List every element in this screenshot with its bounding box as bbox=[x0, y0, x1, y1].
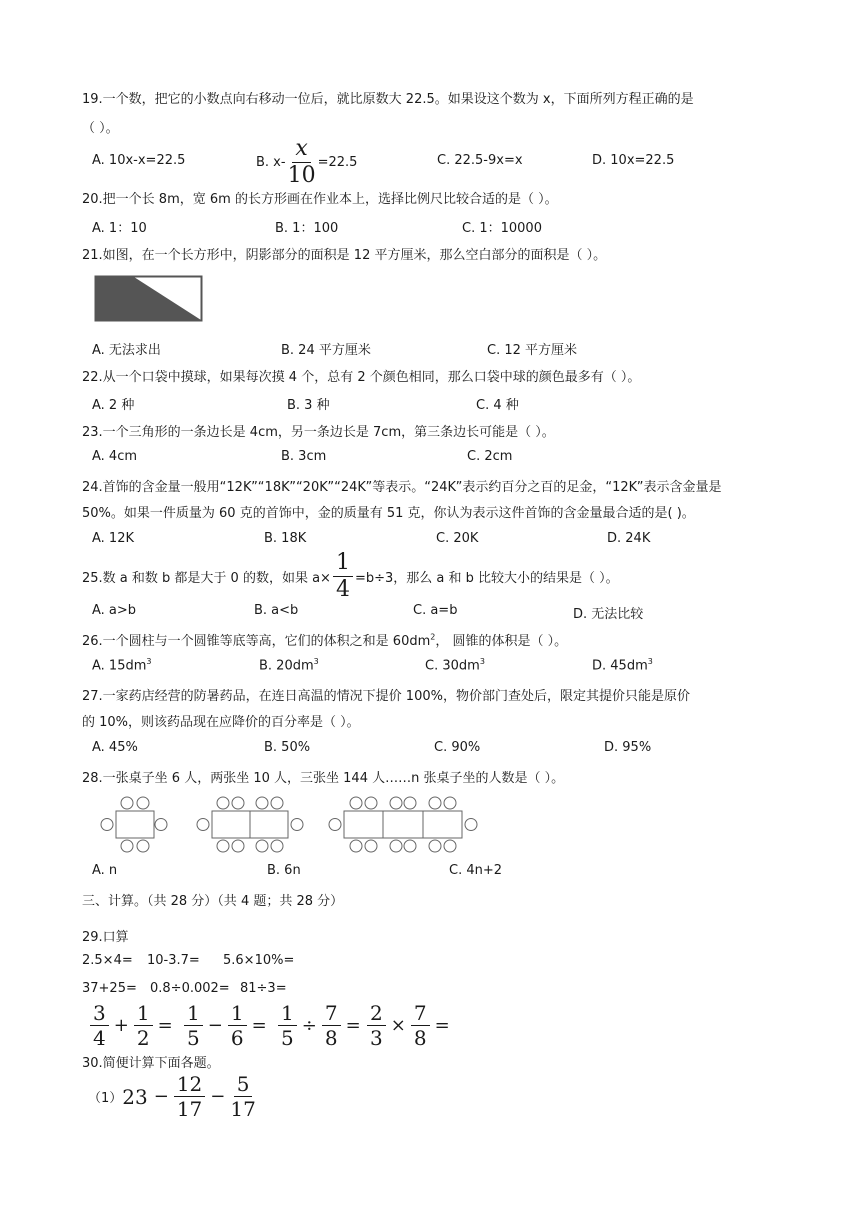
fraction-denominator: 8 bbox=[324, 1026, 338, 1050]
q26-option-b-text: B. 20dm bbox=[259, 658, 314, 674]
q26-option-d-text: D. 45dm bbox=[592, 658, 648, 674]
q24-option-d[interactable]: D. 24K bbox=[607, 531, 651, 546]
q22-option-b[interactable]: B. 3 种 bbox=[287, 398, 330, 413]
q30-whole-number: 23 bbox=[122, 1084, 148, 1109]
fraction-numerator: 1 bbox=[278, 1003, 297, 1026]
minus-operator: − bbox=[210, 1086, 226, 1107]
q26-option-d-sup: 3 bbox=[647, 657, 653, 666]
fraction-numerator: 1 bbox=[333, 552, 353, 577]
q19-option-d[interactable]: D. 10x=22.5 bbox=[592, 153, 675, 168]
fraction bbox=[278, 1003, 297, 1048]
q29-item-4: 37+25= bbox=[82, 981, 137, 996]
q26-stem-post: ， 圆锥的体积是（ ）。 bbox=[435, 634, 568, 649]
q28-three-tables-figure bbox=[328, 795, 478, 853]
q22-option-a[interactable]: A. 2 种 bbox=[92, 398, 135, 413]
q28-option-b[interactable]: B. 6n bbox=[267, 863, 301, 878]
multiply-operator: × bbox=[390, 1015, 406, 1036]
q27-stem: 27.一家药店经营的防暑药品，在连日高温的情况下提价 100%，物价部门查处后，限定其提价只能是原价 bbox=[82, 689, 690, 704]
q30-part-1-label: （1） bbox=[88, 1091, 123, 1106]
q25-option-a[interactable]: A. a>b bbox=[92, 603, 137, 618]
plus-operator: + bbox=[113, 1015, 129, 1036]
q25-option-b[interactable]: B. a<b bbox=[254, 603, 299, 618]
equals-sign: = bbox=[251, 1015, 267, 1036]
fraction-numerator: 12 bbox=[174, 1074, 205, 1097]
equals-sign: = bbox=[345, 1015, 361, 1036]
q26-option-c-sup: 3 bbox=[479, 657, 485, 666]
q29-fraction-expr-4 bbox=[365, 1003, 453, 1048]
q26-stem-text: 26.一个圆柱与一个圆锥等底等高，它们的体积之和是 60dm bbox=[82, 634, 431, 649]
q28-one-table-figure bbox=[98, 795, 170, 853]
q22-stem: 22.从一个口袋中摸球，如果每次摸 4 个，总有 2 个颜色相同，那么口袋中球的颜色最多有（ ）。 bbox=[82, 370, 641, 385]
fraction-denominator: 6 bbox=[230, 1026, 244, 1050]
equals-sign: = bbox=[434, 1015, 450, 1036]
fraction-numerator: 5 bbox=[234, 1074, 253, 1097]
q26-option-a[interactable] bbox=[92, 657, 151, 673]
q24-option-b[interactable]: B. 18K bbox=[264, 531, 307, 546]
fraction-denominator: 2 bbox=[136, 1026, 150, 1050]
fraction-denominator: 3 bbox=[370, 1026, 383, 1050]
q29-item-1: 2.5×4= bbox=[82, 953, 133, 968]
q28-stem: 28.一张桌子坐 6 人，两张坐 10 人，三张坐 144 人……n 张桌子坐的人数是（ ）。 bbox=[82, 771, 565, 786]
section-3-heading: 三、计算。（共 28 分）（共 4 题；共 28 分） bbox=[82, 894, 344, 909]
minus-operator: − bbox=[153, 1086, 169, 1107]
q20-option-c[interactable]: C. 1：10000 bbox=[462, 221, 542, 236]
q29-fraction-expr-1 bbox=[88, 1003, 176, 1048]
fraction bbox=[228, 1003, 247, 1048]
fraction-denominator: 4 bbox=[335, 577, 350, 602]
q24-option-a[interactable]: A. 12K bbox=[92, 531, 134, 546]
q19-stem: 19.一个数，把它的小数点向右移动一位后，就比原数大 22.5。如果设这个数为 x，下面所列方程正确的是 bbox=[82, 92, 694, 107]
fraction bbox=[322, 1003, 341, 1048]
q19-option-b-fraction bbox=[288, 138, 316, 187]
fraction-denominator: 17 bbox=[230, 1097, 256, 1121]
q30-part-1 bbox=[88, 1074, 258, 1119]
q26-option-c[interactable] bbox=[425, 657, 485, 673]
fraction-denominator: 5 bbox=[187, 1026, 200, 1050]
q29-item-5: 0.8÷0.002= bbox=[150, 981, 230, 996]
fraction-numerator: 7 bbox=[411, 1003, 430, 1026]
fraction-numerator: 7 bbox=[322, 1003, 341, 1026]
fraction bbox=[174, 1074, 205, 1119]
fraction-denominator: 4 bbox=[93, 1026, 106, 1050]
q24-stem: 24.首饰的含金量一般用“12K”“18K”“20K”“24K”等表示。“24K”表示约百分之百的足金，“12K”表示含金量是 bbox=[82, 480, 722, 495]
q25-fraction bbox=[333, 552, 353, 601]
fraction bbox=[230, 1074, 255, 1119]
minus-operator: − bbox=[207, 1015, 223, 1036]
fraction-numerator: 1 bbox=[134, 1003, 153, 1026]
q26-option-b-sup: 3 bbox=[313, 657, 319, 666]
q25-stem-post: =b÷3，那么 a 和 b 比较大小的结果是（ ）。 bbox=[354, 571, 619, 586]
divide-operator: ÷ bbox=[301, 1015, 317, 1036]
fraction bbox=[90, 1003, 109, 1048]
q20-option-a[interactable]: A. 1：10 bbox=[92, 221, 147, 236]
fraction bbox=[184, 1003, 203, 1048]
q23-option-b[interactable]: B. 3cm bbox=[281, 449, 327, 464]
q28-option-c[interactable]: C. 4n+2 bbox=[449, 863, 503, 878]
q19-option-b-suffix: =22.5 bbox=[317, 155, 358, 170]
q23-option-a[interactable]: A. 4cm bbox=[92, 449, 138, 464]
q19-stem-cont: （ ）。 bbox=[82, 121, 119, 136]
q23-option-c[interactable]: C. 2cm bbox=[467, 449, 513, 464]
q26-option-c-text: C. 30dm bbox=[425, 658, 480, 674]
q24-stem-cont: 50%。如果一件质量为 60 克的首饰中，金的质量有 51 克，你认为表示这件首饰的含金量最合适的是( )。 bbox=[82, 506, 695, 521]
q27-stem-cont: 的 10%，则该药品现在应降价的百分率是（ ）。 bbox=[82, 715, 360, 730]
q27-option-b[interactable]: B. 50% bbox=[264, 740, 311, 755]
q29-title: 29.口算 bbox=[82, 930, 129, 945]
q21-stem: 21.如图，在一个长方形中，阴影部分的面积是 12 平方厘米，那么空白部分的面积是（ ）。 bbox=[82, 248, 607, 263]
q21-rectangle-figure bbox=[94, 275, 204, 322]
q21-option-b[interactable]: B. 24 平方厘米 bbox=[281, 343, 371, 358]
q25-option-d[interactable]: D. 无法比较 bbox=[573, 607, 644, 622]
fraction bbox=[367, 1003, 386, 1048]
q27-option-c[interactable]: C. 90% bbox=[434, 740, 481, 755]
q23-stem: 23.一个三角形的一条边长是 4cm，另一条边长是 7cm，第三条边长可能是（ ）。 bbox=[82, 425, 555, 440]
q29-item-3: 5.6×10%= bbox=[223, 953, 295, 968]
q20-stem: 20.把一个长 8m，宽 6m 的长方形画在作业本上，选择比例尺比较合适的是（ ）。 bbox=[82, 192, 558, 207]
q25-option-c[interactable]: C. a=b bbox=[413, 603, 458, 618]
fraction bbox=[134, 1003, 153, 1048]
q29-fraction-expr-3 bbox=[276, 1003, 364, 1048]
q26-stem-sup: 2 bbox=[430, 632, 436, 642]
q25-stem bbox=[82, 552, 619, 601]
q28-option-a[interactable]: A. n bbox=[92, 863, 118, 878]
q19-option-c[interactable]: C. 22.5-9x=x bbox=[437, 153, 523, 168]
q26-option-d[interactable] bbox=[592, 657, 653, 673]
q21-option-c[interactable]: C. 12 平方厘米 bbox=[487, 343, 578, 358]
q22-option-c[interactable]: C. 4 种 bbox=[476, 398, 519, 413]
q26-option-a-text: A. 15dm bbox=[92, 658, 147, 674]
fraction-denominator: 10 bbox=[287, 163, 316, 188]
fraction-numerator: 1 bbox=[184, 1003, 203, 1026]
fraction-numerator: 1 bbox=[228, 1003, 247, 1026]
q30-title: 30.简便计算下面各题。 bbox=[82, 1056, 220, 1071]
q27-option-d[interactable]: D. 95% bbox=[604, 740, 652, 755]
q27-option-a[interactable]: A. 45% bbox=[92, 740, 138, 755]
q26-option-a-sup: 3 bbox=[146, 657, 152, 666]
equals-sign: = bbox=[157, 1015, 173, 1036]
q29-item-2: 10-3.7= bbox=[147, 953, 200, 968]
q26-stem bbox=[82, 630, 567, 649]
q25-stem-pre: 25.数 a 和数 b 都是大于 0 的数，如果 a× bbox=[82, 571, 331, 586]
fraction-numerator: x bbox=[292, 138, 310, 163]
q24-option-c[interactable]: C. 20K bbox=[436, 531, 479, 546]
fraction-denominator: 17 bbox=[176, 1097, 203, 1121]
q29-item-6: 81÷3= bbox=[240, 981, 287, 996]
fraction-numerator: 2 bbox=[367, 1003, 386, 1026]
fraction-denominator: 8 bbox=[413, 1026, 427, 1050]
q21-option-a[interactable]: A. 无法求出 bbox=[92, 343, 161, 358]
q28-two-tables-figure bbox=[196, 795, 304, 853]
q19-option-a[interactable]: A. 10x-x=22.5 bbox=[92, 153, 186, 168]
q20-option-b[interactable]: B. 1：100 bbox=[275, 221, 339, 236]
fraction-denominator: 5 bbox=[281, 1026, 294, 1050]
q29-fraction-expr-2 bbox=[182, 1003, 270, 1048]
q19-option-b-prefix: B. x- bbox=[256, 155, 286, 170]
q19-option-b[interactable] bbox=[256, 138, 357, 187]
fraction bbox=[411, 1003, 430, 1048]
fraction-numerator: 3 bbox=[90, 1003, 109, 1026]
q26-option-b[interactable] bbox=[259, 657, 319, 673]
